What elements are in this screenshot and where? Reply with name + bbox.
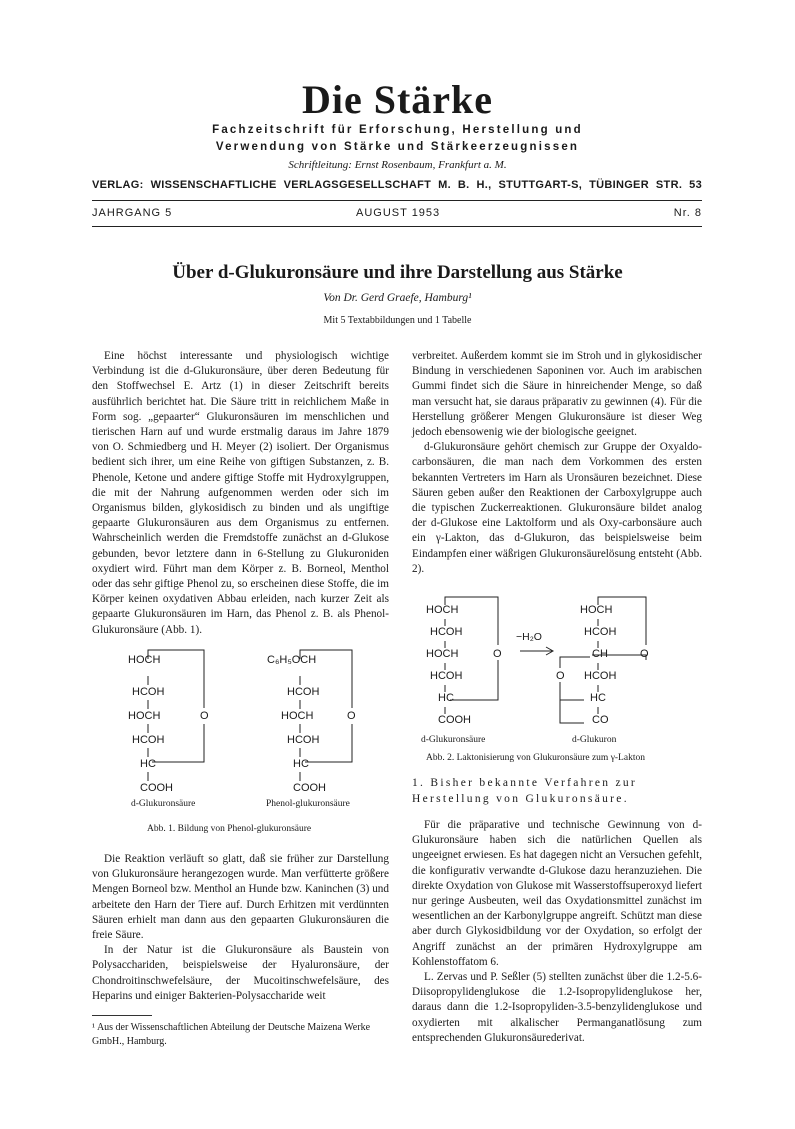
formula-group: HCOH [287, 734, 320, 746]
fig1-left-name: d-Glukuronsäure [131, 799, 196, 809]
formula-group: HC [140, 758, 156, 770]
formula-group: HCOH [584, 670, 617, 682]
formula-group: HC [293, 758, 309, 770]
formula-group: HOCH [281, 710, 314, 722]
paragraph: Die Reaktion verläuft so glatt, daß sie früher zur Darstellung von Glukuronsäure herangezogen wurde. Man verfütterte größere Mengen Borneol bzw. Menthol an Hunde bzw. Kaninchen (3) und arbeitete den Harn der Tiere auf. Durch Erhitzen mit verdünnten Säuren erhielt man dann aus den gepaarten Glukuronsäuren die freie Säure. [92, 853, 389, 942]
paragraph: verbreitet. Außerdem kommt sie im Stroh und in glykosidischer Bindung in verschiedenen Saponinen vor. Auch im arabischen Gummi findet sich die Säure in hinreichender Menge, so daß man versucht hat, sie daraus präparativ zu gewinnen (4). Für die Herstellung größerer Mengen Glukuronsäure ist dieser Weg jedoch ebensowenig wie der biologische geeignet. [412, 350, 702, 439]
formula-group: HOCH [426, 604, 459, 616]
formula-group: HCOH [430, 670, 463, 682]
article-title: Über d-Glukuronsäure und ihre Darstellung aus Stärke [172, 262, 623, 283]
formula-group: HOCH [128, 654, 161, 666]
fig2-right-name: d-Glukuron [572, 735, 617, 745]
formula-group: COOH [438, 714, 471, 726]
formula-group: COOH [140, 782, 173, 794]
publisher-line: VERLAG: WISSENSCHAFTLICHE VERLAGSGESELLSCHAFT M. B. H., STUTTGART-S, TÜBINGER STR. 53 [92, 179, 702, 191]
column-2-bottom [412, 818, 702, 1046]
volume-label: JAHRGANG 5 [92, 207, 173, 219]
issue-date: AUGUST 1953 [356, 207, 441, 219]
ring-oxygen: O [200, 710, 209, 722]
paragraph: In der Natur ist die Glukuronsäure als Baustein von Polysacchariden, beispielsweise der Hyaluronsäure, der Chondroitinschwefelsäure, der Mucoitinschwefelsäure, des Heparins und einiger Bakterien-Polysaccharide weit [92, 944, 389, 1002]
paragraph: d-Glukuronsäure gehört chemisch zur Gruppe der Oxyaldo-carbonsäuren, die man nach dem Vorkommen des ersten bekannten Vertreters im Harn als Uronsäuren bezeichnet. Diese Säuren geben außer den Reaktionen der Carboxylgruppe auch die typischen Zuckerreaktionen. Glukuronsäure bildet analog der d-Glukose eine Laktolform und als Oxy-carbonsäure auch ein γ-Lakton, das d-Glukuron, das beispielsweise beim Eindampfen einer wäßrigen Glukuronsäurelösung entsteht (Abb. 2). [412, 441, 702, 575]
formula-group: HCOH [132, 734, 165, 746]
fig2-reaction-label: −H₂O [516, 631, 542, 643]
formula-group: CO [592, 714, 609, 726]
article-author: Von Dr. Gerd Graefe, Hamburg¹ [323, 292, 472, 304]
paragraph: L. Zervas und P. Seßler (5) stellten zunächst über die 1.2-5.6-Diisopropylidenglukose die 1.2-Isopropylidenglukose her, daraus dann die 1.2-Isopropyliden-3.5-benzylidenglukose und oxydierten mit alkalischer Permanganatlösung zum entsprechenden Glukuronsäurederivat. [412, 971, 702, 1044]
formula-group: HCOH [132, 686, 165, 698]
ring-oxygen: O [347, 710, 356, 722]
paragraph: Eine höchst interessante und physiologisch wichtige Verbindung ist die d-Glukuronsäure, über deren Bedeutung für den Stoffwechsel E. Artz (1) in dieser Zeitschrift bereits ausführlich berichtet hat. Die Säure tritt in reichlichem Maße in Form sog. „gepaarter“ Glukuronsäuren im menschlichen und tierischen Harn auf und wurde erstmalig daraus im Jahre 1879 von O. Schmiedberg und H. Meyer (2) isoliert. Der Organismus bedient sich ihrer, um eine Reihe von giftigen Substanzen, z. B. Phenole, Ketone und andere giftige Stoffe mit Hydroxylgruppen, die mit der Nahrung aufgenommen werden oder sich im Organismus bilden, glykosidisch zu binden und als ungiftige gepaarte Glukuronsäuren aus dem Organismus zu entfernen. Wahrscheinlich werden die Fremdstoffe zunächst an d-Glukose gebunden, bevor letztere dann in 6-Stellung zu Glukuroniden oxydiert wird. Führt man dem Körper z. B. Borneol, Menthol oder das sehr giftige Phenol zu, so erscheinen diese Stoffe, die im Körper keinen oxydativen Abbau erleiden, nach kurzer Zeit als gepaarte Glukuronsäuren im Harn, das Phenol z. B. als Phenol-Glukuronsäure (Abb. 1). [92, 350, 389, 636]
formula-group: HC [438, 692, 454, 704]
fig1-caption: Abb. 1. Bildung von Phenol-glukuronsäure [147, 824, 312, 834]
section-heading: 1. Bisher bekannte Verfahren zur Herstellung von Glukuronsäure. [412, 777, 638, 805]
ring-oxygen: O [556, 670, 565, 682]
formula-group: HOCH [128, 710, 161, 722]
formula-group: HC [590, 692, 606, 704]
formula-group: COOH [293, 782, 326, 794]
fig2-caption: Abb. 2. Laktonisierung von Glukuronsäure zum γ-Lakton [426, 753, 645, 763]
formula-group: HCOH [287, 686, 320, 698]
journal-title: Die Stärke [301, 77, 494, 122]
ring-oxygen: O [493, 648, 502, 660]
paragraph: Für die präparative und technische Gewinnung von d-Glukuronsäure haben sich die natürlichen Quellen als ungeeignet erwiesen. Es hat dagegen nicht an Versuchen gefehlt, die konfigurativ verwandte d-Glukose dazu heranzuziehen. Die direkte Oxydation von Glukose mit Wasserstoffsuperoxyd liefert nur geringe Ausbeuten, weil das Oxydationsmittel zunächst im wesentlichen an der Karbonylgruppe angreift. Schützt man diese aber durch Glykosidbildung vor der Oxydation, so erfolgt der Angriff zunächst an der primären Hydroxylgruppe am Kohlenstoffatom 6. [412, 819, 702, 968]
ring-oxygen: O [640, 648, 649, 660]
formula-group: HCOH [430, 626, 463, 638]
fig2-left-name: d-Glukuronsäure [421, 735, 486, 745]
formula-group: HCOH [584, 626, 617, 638]
formula-group: HOCH [426, 648, 459, 660]
editor-line: Schriftleitung: Ernst Rosenbaum, Frankfurt a. M. [288, 159, 507, 171]
journal-subtitle-line2: Verwendung von Stärke und Stärkeerzeugnissen [215, 141, 580, 153]
journal-subtitle-line1: Fachzeitschrift für Erforschung, Herstellung und [212, 124, 583, 136]
fig1-right-name: Phenol-glukuronsäure [266, 799, 350, 809]
figures-note: Mit 5 Textabbildungen und 1 Tabelle [323, 315, 472, 326]
formula-group: C₆H₅OCH [267, 654, 317, 666]
formula-group: HOCH [580, 604, 613, 616]
issue-number: Nr. 8 [673, 207, 702, 219]
formula-group: CH [592, 648, 608, 660]
footnote: ¹ Aus der Wissenschaftlichen Abteilung der Deutsche Maizena Werke GmbH., Hamburg. [92, 1022, 371, 1047]
